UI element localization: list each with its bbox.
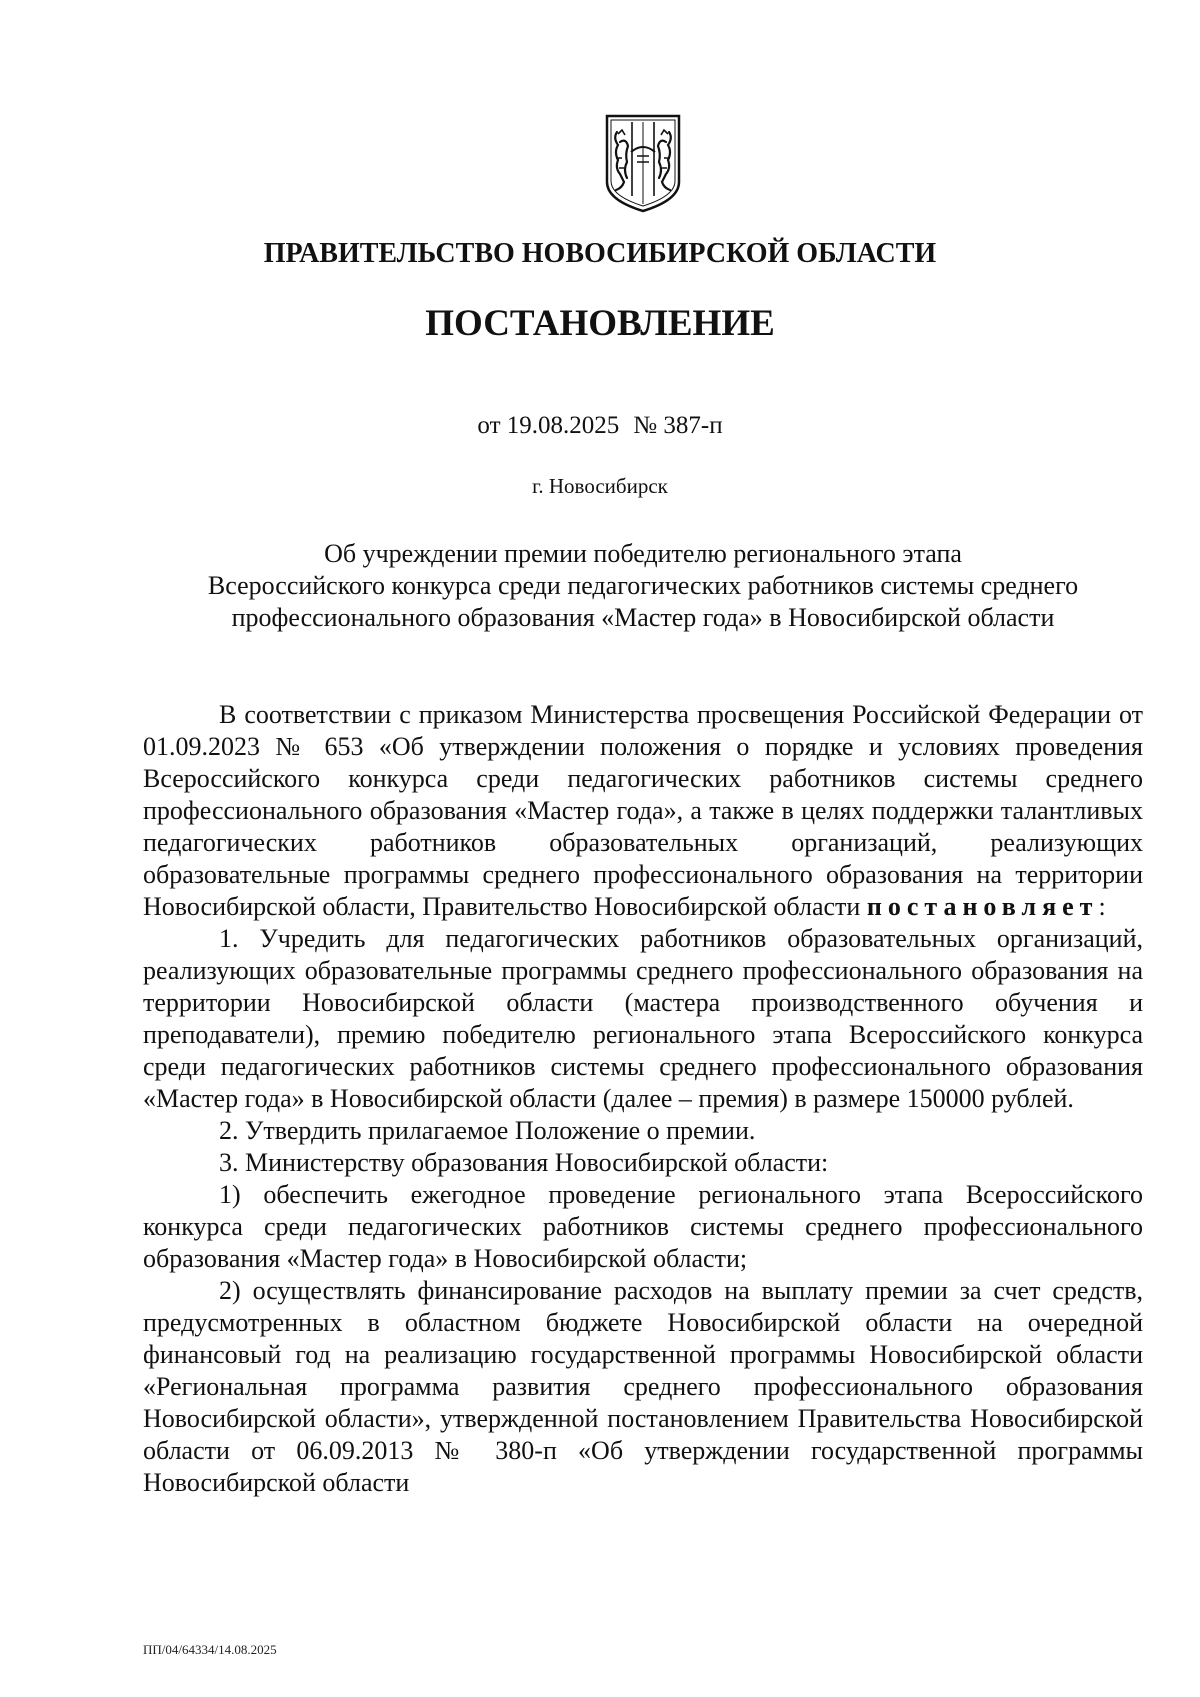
coat-of-arms-icon	[603, 112, 683, 214]
document-subject	[143, 538, 1143, 634]
document-type-title: ПОСТАНОВЛЕНИЕ	[425, 303, 775, 344]
document-city: г. Новосибирск	[532, 474, 668, 498]
date-number-line	[0, 412, 1200, 440]
organization-title: ПРАВИТЕЛЬСТВО НОВОСИБИРСКОЙ ОБЛАСТИ	[263, 238, 937, 269]
document-body	[143, 699, 1143, 1499]
decree-word: постановляет	[866, 892, 1099, 921]
subject-line: Всероссийского конкурса среди педагогических работников системы среднего	[207, 571, 1079, 600]
item-3-2-paragraph: 2) осуществлять финансирование расходов на выплату премии за счет средств, предусмотренных в областном бюджете Новосибирской области на очередной финансовый год на реализацию государственной программы Новосибирской области «Региональная программа развития среднего профессионального образования Новосибирской области», утвержденной постановлением Правительства Новосибирской области от 06.09.2013 № 380-п «Об утверждении государственной программы Новосибирской области	[143, 1276, 1143, 1497]
document-date: от 19.08.2025	[477, 412, 620, 439]
item-1-paragraph: 1. Учредить для педагогических работников образовательных организаций, реализующих образовательные программы среднего профессионального образования на территории Новосибирской области (мастера производственного обучения и преподаватели), премию победителю регионального этапа Всероссийского конкурса среди педагогических работников системы среднего профессионального образования «Мастер года» в Новосибирской области (далее – премия) в размере 150000 рублей.	[143, 924, 1143, 1113]
decree-colon: :	[1098, 892, 1106, 921]
preamble-text: В соответствии с приказом Министерства просвещения Российской Федерации от 01.09.2023 № 653 «Об утверждении положения о порядке и условиях проведения Всероссийского конкурса среди педагогических работников системы среднего профессионального образования «Мастер года», а также в целях поддержки талантливых педагогических работников образовательных организаций, реализующих образовательные программы среднего профессионального образования на территории Новосибирской области, Правительство Новосибирской области	[143, 700, 1143, 921]
item-3-1-paragraph: 1) обеспечить ежегодное проведение регионального этапа Всероссийского конкурса среди педагогических работников системы среднего профессионального образования «Мастер года» в Новосибирской области;	[143, 1180, 1143, 1273]
preamble-paragraph	[143, 699, 1143, 923]
subject-line: профессионального образования «Мастер года» в Новосибирской области	[231, 603, 1055, 632]
item-3-paragraph: 3. Министерству образования Новосибирской области:	[219, 1148, 829, 1177]
document-number: № 387-п	[633, 412, 723, 439]
item-2-paragraph: 2. Утвердить прилагаемое Положение о премии.	[219, 1116, 756, 1145]
subject-line: Об учреждении премии победителю регионального этапа	[324, 539, 962, 568]
document-registration-code: ПП/04/64334/14.08.2025	[143, 1642, 277, 1657]
